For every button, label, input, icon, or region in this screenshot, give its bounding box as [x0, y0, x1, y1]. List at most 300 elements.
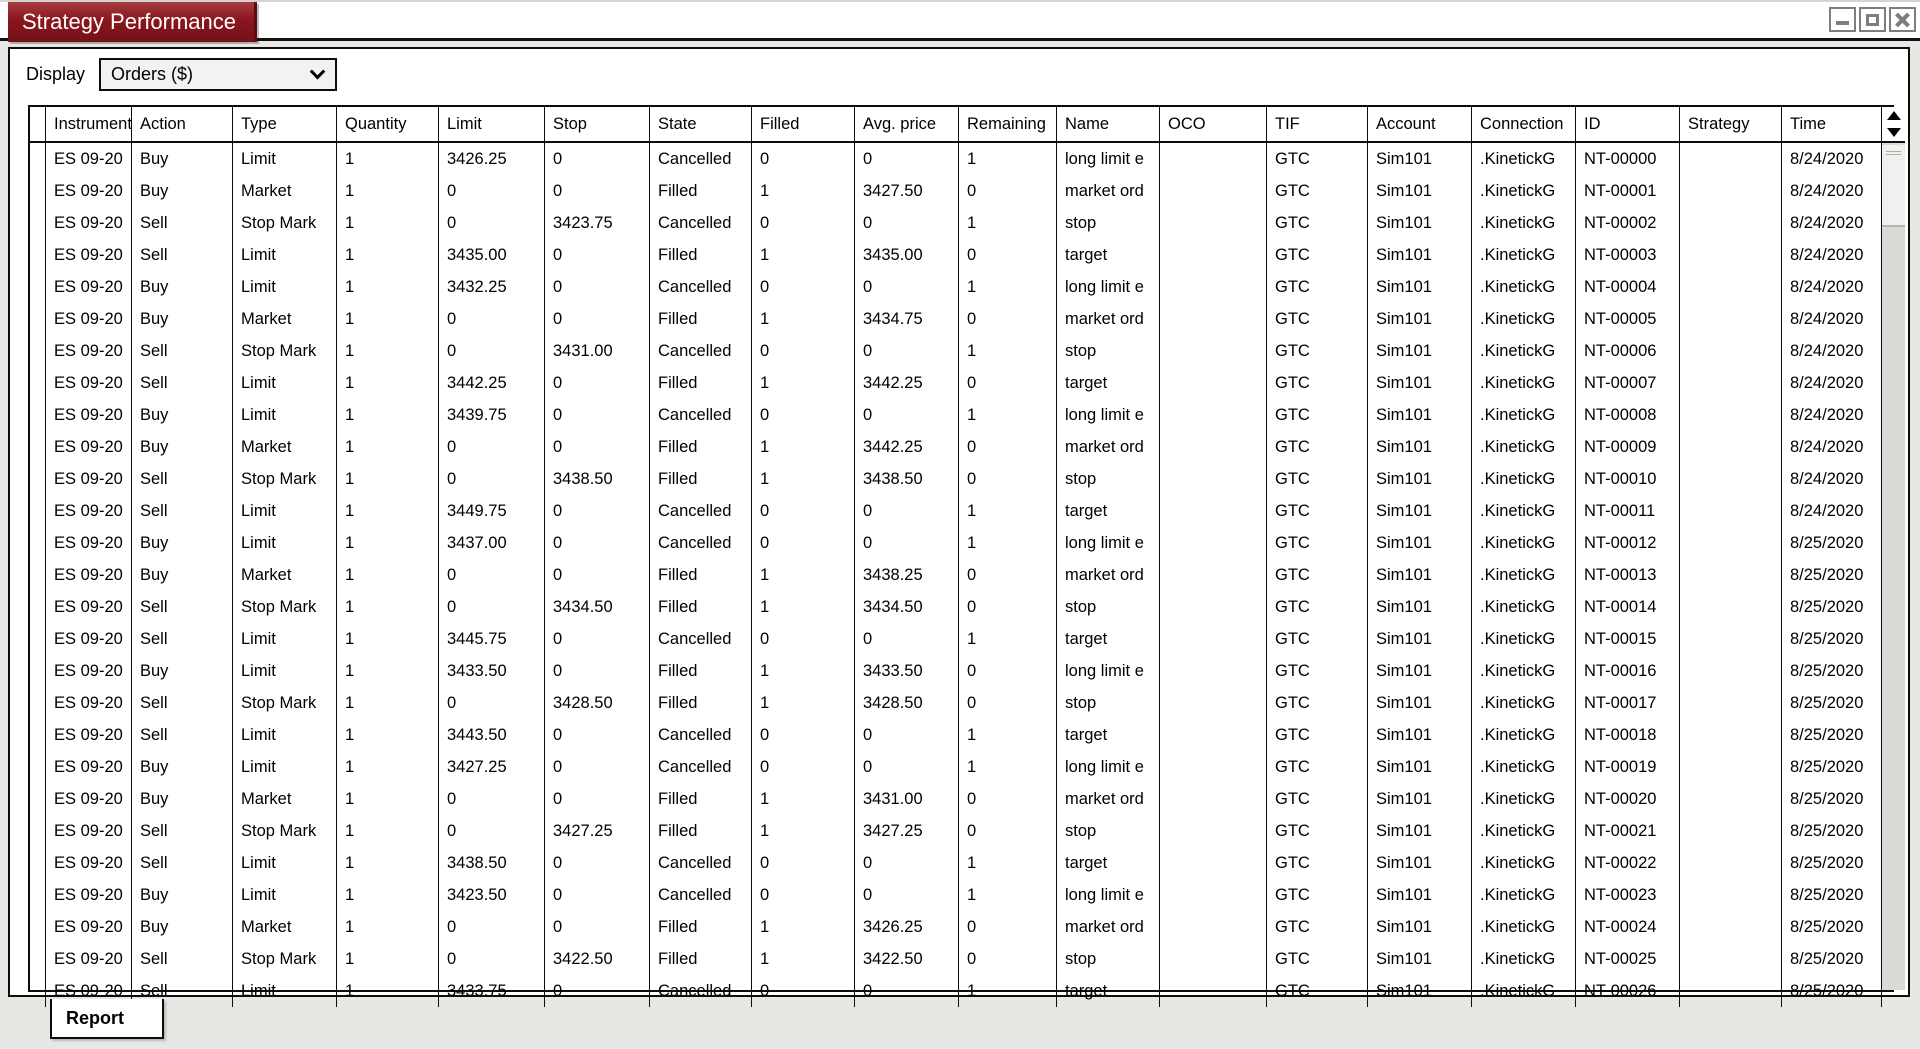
cell-connection: .KinetickG	[1472, 847, 1576, 879]
cell-state: Cancelled	[650, 879, 752, 911]
row-selector	[30, 367, 46, 399]
cell-stop: 0	[545, 495, 650, 527]
cell-state: Cancelled	[650, 975, 752, 1007]
cell-account: Sim101	[1368, 335, 1472, 367]
cell-tif: GTC	[1267, 175, 1368, 207]
cell-type: Stop Mark	[233, 943, 337, 975]
cell-limit: 0	[439, 815, 545, 847]
cell-connection: .KinetickG	[1472, 783, 1576, 815]
cell-stop: 3431.00	[545, 335, 650, 367]
cell-connection: .KinetickG	[1472, 591, 1576, 623]
cell-avg_price: 3434.50	[855, 591, 959, 623]
cell-name: market ord	[1057, 303, 1160, 335]
table-row[interactable]	[30, 335, 1882, 367]
cell-instrument: ES 09-20	[46, 143, 132, 175]
cell-filled: 1	[752, 655, 855, 687]
cell-remaining: 1	[959, 399, 1057, 431]
table-row[interactable]	[30, 367, 1882, 399]
column-header-instrument[interactable]: Instrument	[46, 107, 132, 141]
cell-strategy	[1680, 335, 1782, 367]
cell-type: Limit	[233, 495, 337, 527]
cell-id: NT-00014	[1576, 591, 1680, 623]
cell-oco	[1160, 911, 1267, 943]
table-row[interactable]	[30, 911, 1882, 943]
column-header-type[interactable]: Type	[233, 107, 337, 141]
cell-remaining: 0	[959, 463, 1057, 495]
cell-oco	[1160, 719, 1267, 751]
cell-strategy	[1680, 367, 1782, 399]
maximize-button[interactable]	[1859, 7, 1886, 32]
cell-oco	[1160, 527, 1267, 559]
cell-oco	[1160, 943, 1267, 975]
minimize-icon	[1836, 21, 1849, 25]
cell-limit: 0	[439, 303, 545, 335]
thumb-grip	[1886, 151, 1901, 152]
cell-tif: GTC	[1267, 463, 1368, 495]
cell-account: Sim101	[1368, 623, 1472, 655]
cell-filled: 0	[752, 879, 855, 911]
tab-report[interactable]	[50, 999, 164, 1039]
minimize-button[interactable]	[1829, 7, 1856, 32]
cell-remaining: 1	[959, 207, 1057, 239]
cell-oco	[1160, 975, 1267, 1007]
table-row[interactable]	[30, 751, 1882, 783]
cell-avg_price: 3427.50	[855, 175, 959, 207]
cell-limit: 3433.75	[439, 975, 545, 1007]
column-header-time[interactable]: Time	[1782, 107, 1882, 141]
cell-tif: GTC	[1267, 527, 1368, 559]
cell-state: Cancelled	[650, 847, 752, 879]
column-header-filled[interactable]: Filled	[752, 107, 855, 141]
cell-action: Sell	[132, 591, 233, 623]
cell-time: 8/25/2020	[1782, 911, 1882, 943]
cell-id: NT-00025	[1576, 943, 1680, 975]
cell-oco	[1160, 495, 1267, 527]
table-row[interactable]	[30, 847, 1882, 879]
cell-remaining: 0	[959, 431, 1057, 463]
cell-instrument: ES 09-20	[46, 847, 132, 879]
cell-time: 8/24/2020	[1782, 495, 1882, 527]
cell-stop: 0	[545, 559, 650, 591]
cell-account: Sim101	[1368, 463, 1472, 495]
column-header-limit[interactable]: Limit	[439, 107, 545, 141]
table-row[interactable]	[30, 719, 1882, 751]
cell-type: Market	[233, 175, 337, 207]
cell-instrument: ES 09-20	[46, 591, 132, 623]
cell-connection: .KinetickG	[1472, 815, 1576, 847]
cell-name: market ord	[1057, 431, 1160, 463]
table-row[interactable]	[30, 175, 1882, 207]
row-selector	[30, 495, 46, 527]
column-header-stop[interactable]: Stop	[545, 107, 650, 141]
cell-name: long limit e	[1057, 751, 1160, 783]
column-header-oco[interactable]: OCO	[1160, 107, 1267, 141]
cell-strategy	[1680, 591, 1782, 623]
cell-instrument: ES 09-20	[46, 303, 132, 335]
column-header-id[interactable]: ID	[1576, 107, 1680, 141]
cell-quantity: 1	[337, 207, 439, 239]
table-row[interactable]	[30, 559, 1882, 591]
cell-account: Sim101	[1368, 399, 1472, 431]
cell-filled: 1	[752, 815, 855, 847]
cell-action: Buy	[132, 527, 233, 559]
cell-stop: 0	[545, 303, 650, 335]
cell-limit: 0	[439, 463, 545, 495]
cell-strategy	[1680, 815, 1782, 847]
table-row[interactable]	[30, 271, 1882, 303]
cell-connection: .KinetickG	[1472, 335, 1576, 367]
cell-time: 8/25/2020	[1782, 847, 1882, 879]
arrow-up-icon	[1887, 111, 1901, 120]
cell-limit: 3423.50	[439, 879, 545, 911]
cell-oco	[1160, 591, 1267, 623]
cell-avg_price: 3427.25	[855, 815, 959, 847]
cell-type: Limit	[233, 879, 337, 911]
row-selector	[30, 143, 46, 175]
cell-avg_price: 0	[855, 975, 959, 1007]
cell-state: Filled	[650, 815, 752, 847]
cell-remaining: 0	[959, 175, 1057, 207]
cell-filled: 0	[752, 143, 855, 175]
column-header-quantity[interactable]: Quantity	[337, 107, 439, 141]
cell-stop: 3428.50	[545, 687, 650, 719]
cell-type: Market	[233, 303, 337, 335]
cell-action: Sell	[132, 623, 233, 655]
cell-filled: 0	[752, 975, 855, 1007]
table-row[interactable]	[30, 143, 1882, 175]
chevron-down-icon	[310, 63, 326, 79]
cell-state: Cancelled	[650, 623, 752, 655]
cell-tif: GTC	[1267, 495, 1368, 527]
arrow-down-icon	[1887, 128, 1901, 137]
cell-strategy	[1680, 431, 1782, 463]
cell-name: target	[1057, 719, 1160, 751]
table-row[interactable]	[30, 207, 1882, 239]
row-selector	[30, 591, 46, 623]
cell-account: Sim101	[1368, 655, 1472, 687]
cell-strategy	[1680, 239, 1782, 271]
cell-instrument: ES 09-20	[46, 495, 132, 527]
row-selector	[30, 655, 46, 687]
cell-tif: GTC	[1267, 239, 1368, 271]
cell-id: NT-00022	[1576, 847, 1680, 879]
cell-account: Sim101	[1368, 559, 1472, 591]
table-row[interactable]	[30, 975, 1882, 1007]
cell-time: 8/24/2020	[1782, 335, 1882, 367]
cell-avg_price: 0	[855, 207, 959, 239]
cell-state: Cancelled	[650, 495, 752, 527]
cell-connection: .KinetickG	[1472, 495, 1576, 527]
cell-filled: 0	[752, 847, 855, 879]
cell-limit: 0	[439, 335, 545, 367]
cell-filled: 0	[752, 495, 855, 527]
cell-tif: GTC	[1267, 687, 1368, 719]
cell-oco	[1160, 751, 1267, 783]
table-row[interactable]	[30, 687, 1882, 719]
column-header-state[interactable]: State	[650, 107, 752, 141]
table-row[interactable]	[30, 239, 1882, 271]
table-row[interactable]	[30, 495, 1882, 527]
cell-strategy	[1680, 527, 1782, 559]
cell-instrument: ES 09-20	[46, 367, 132, 399]
cell-stop: 3422.50	[545, 943, 650, 975]
cell-stop: 3427.25	[545, 815, 650, 847]
cell-tif: GTC	[1267, 399, 1368, 431]
row-selector	[30, 239, 46, 271]
cell-instrument: ES 09-20	[46, 527, 132, 559]
cell-strategy	[1680, 911, 1782, 943]
cell-stop: 3438.50	[545, 463, 650, 495]
cell-connection: .KinetickG	[1472, 303, 1576, 335]
cell-tif: GTC	[1267, 879, 1368, 911]
row-selector	[30, 911, 46, 943]
cell-name: market ord	[1057, 911, 1160, 943]
cell-filled: 0	[752, 271, 855, 303]
cell-remaining: 0	[959, 911, 1057, 943]
cell-connection: .KinetickG	[1472, 367, 1576, 399]
cell-instrument: ES 09-20	[46, 751, 132, 783]
cell-limit: 3435.00	[439, 239, 545, 271]
cell-time: 8/24/2020	[1782, 239, 1882, 271]
cell-remaining: 1	[959, 975, 1057, 1007]
column-header-action[interactable]: Action	[132, 107, 233, 141]
cell-type: Limit	[233, 655, 337, 687]
cell-account: Sim101	[1368, 783, 1472, 815]
cell-type: Stop Mark	[233, 591, 337, 623]
cell-limit: 0	[439, 911, 545, 943]
cell-name: market ord	[1057, 175, 1160, 207]
cell-connection: .KinetickG	[1472, 463, 1576, 495]
cell-action: Sell	[132, 975, 233, 1007]
cell-action: Sell	[132, 335, 233, 367]
cell-action: Sell	[132, 207, 233, 239]
cell-remaining: 0	[959, 943, 1057, 975]
table-row[interactable]	[30, 879, 1882, 911]
cell-stop: 0	[545, 783, 650, 815]
cell-stop: 0	[545, 847, 650, 879]
cell-id: NT-00004	[1576, 271, 1680, 303]
cell-oco	[1160, 559, 1267, 591]
table-row[interactable]	[30, 655, 1882, 687]
cell-strategy	[1680, 495, 1782, 527]
cell-oco	[1160, 879, 1267, 911]
cell-tif: GTC	[1267, 591, 1368, 623]
cell-tif: GTC	[1267, 207, 1368, 239]
cell-state: Cancelled	[650, 335, 752, 367]
cell-time: 8/24/2020	[1782, 463, 1882, 495]
scroll-down-button[interactable]	[1882, 124, 1905, 141]
table-body	[30, 143, 1882, 1007]
cell-limit: 3449.75	[439, 495, 545, 527]
cell-stop: 0	[545, 751, 650, 783]
cell-type: Limit	[233, 143, 337, 175]
cell-instrument: ES 09-20	[46, 559, 132, 591]
cell-quantity: 1	[337, 751, 439, 783]
cell-filled: 0	[752, 207, 855, 239]
cell-tif: GTC	[1267, 783, 1368, 815]
cell-remaining: 0	[959, 815, 1057, 847]
cell-name: long limit e	[1057, 655, 1160, 687]
cell-id: NT-00009	[1576, 431, 1680, 463]
cell-tif: GTC	[1267, 559, 1368, 591]
cell-connection: .KinetickG	[1472, 655, 1576, 687]
row-selector	[30, 879, 46, 911]
table-row[interactable]	[30, 783, 1882, 815]
display-dropdown[interactable]	[99, 58, 337, 91]
cell-account: Sim101	[1368, 943, 1472, 975]
cell-time: 8/25/2020	[1782, 879, 1882, 911]
cell-account: Sim101	[1368, 239, 1472, 271]
column-header-account[interactable]: Account	[1368, 107, 1472, 141]
cell-type: Limit	[233, 975, 337, 1007]
cell-filled: 1	[752, 239, 855, 271]
cell-account: Sim101	[1368, 495, 1472, 527]
cell-instrument: ES 09-20	[46, 687, 132, 719]
table-row[interactable]	[30, 431, 1882, 463]
cell-stop: 0	[545, 399, 650, 431]
cell-remaining: 1	[959, 719, 1057, 751]
scroll-up-button[interactable]	[1882, 107, 1905, 124]
cell-id: NT-00011	[1576, 495, 1680, 527]
cell-id: NT-00016	[1576, 655, 1680, 687]
cell-stop: 0	[545, 367, 650, 399]
column-header-remaining[interactable]: Remaining	[959, 107, 1057, 141]
cell-account: Sim101	[1368, 879, 1472, 911]
cell-limit: 0	[439, 559, 545, 591]
cell-tif: GTC	[1267, 367, 1368, 399]
column-header-connection[interactable]: Connection	[1472, 107, 1576, 141]
scrollbar-thumb[interactable]	[1882, 145, 1905, 227]
cell-filled: 0	[752, 527, 855, 559]
cell-filled: 1	[752, 911, 855, 943]
cell-id: NT-00026	[1576, 975, 1680, 1007]
column-header-tif[interactable]: TIF	[1267, 107, 1368, 141]
cell-action: Buy	[132, 911, 233, 943]
cell-type: Limit	[233, 751, 337, 783]
cell-strategy	[1680, 751, 1782, 783]
cell-strategy	[1680, 783, 1782, 815]
window-title-tab[interactable]	[8, 2, 257, 42]
row-selector	[30, 975, 46, 1007]
cell-stop: 0	[545, 175, 650, 207]
row-selector	[30, 399, 46, 431]
cell-account: Sim101	[1368, 751, 1472, 783]
cell-connection: .KinetickG	[1472, 719, 1576, 751]
cell-quantity: 1	[337, 911, 439, 943]
cell-filled: 1	[752, 591, 855, 623]
cell-time: 8/25/2020	[1782, 943, 1882, 975]
cell-instrument: ES 09-20	[46, 431, 132, 463]
close-button[interactable]	[1889, 7, 1916, 32]
cell-stop: 0	[545, 527, 650, 559]
cell-type: Stop Mark	[233, 687, 337, 719]
cell-action: Buy	[132, 399, 233, 431]
cell-strategy	[1680, 399, 1782, 431]
cell-time: 8/24/2020	[1782, 143, 1882, 175]
table-row[interactable]	[30, 399, 1882, 431]
cell-time: 8/25/2020	[1782, 687, 1882, 719]
cell-type: Limit	[233, 367, 337, 399]
display-label: Display	[26, 63, 86, 84]
cell-type: Limit	[233, 271, 337, 303]
cell-limit: 0	[439, 431, 545, 463]
cell-type: Stop Mark	[233, 207, 337, 239]
row-selector	[30, 271, 46, 303]
table-row[interactable]	[30, 303, 1882, 335]
cell-name: target	[1057, 495, 1160, 527]
cell-quantity: 1	[337, 399, 439, 431]
cell-quantity: 1	[337, 559, 439, 591]
table-row[interactable]	[30, 527, 1882, 559]
cell-connection: .KinetickG	[1472, 911, 1576, 943]
cell-account: Sim101	[1368, 591, 1472, 623]
column-header-avg_price[interactable]: Avg. price	[855, 107, 959, 141]
table-row[interactable]	[30, 623, 1882, 655]
cell-avg_price: 3442.25	[855, 431, 959, 463]
cell-account: Sim101	[1368, 207, 1472, 239]
scrollbar-track[interactable]	[1882, 227, 1905, 990]
cell-state: Filled	[650, 559, 752, 591]
cell-time: 8/25/2020	[1782, 559, 1882, 591]
cell-filled: 0	[752, 719, 855, 751]
row-selector	[30, 847, 46, 879]
cell-type: Limit	[233, 847, 337, 879]
table-row[interactable]	[30, 943, 1882, 975]
column-header-strategy[interactable]: Strategy	[1680, 107, 1782, 141]
cell-name: stop	[1057, 207, 1160, 239]
cell-tif: GTC	[1267, 303, 1368, 335]
cell-action: Buy	[132, 751, 233, 783]
cell-filled: 1	[752, 943, 855, 975]
cell-remaining: 0	[959, 655, 1057, 687]
cell-instrument: ES 09-20	[46, 207, 132, 239]
cell-type: Limit	[233, 239, 337, 271]
table-row[interactable]	[30, 463, 1882, 495]
table-row[interactable]	[30, 815, 1882, 847]
cell-filled: 1	[752, 367, 855, 399]
cell-state: Filled	[650, 943, 752, 975]
cell-name: stop	[1057, 463, 1160, 495]
cell-instrument: ES 09-20	[46, 975, 132, 1007]
orders-grid	[30, 107, 1882, 1000]
cell-action: Buy	[132, 303, 233, 335]
cell-stop: 3423.75	[545, 207, 650, 239]
cell-id: NT-00013	[1576, 559, 1680, 591]
cell-tif: GTC	[1267, 751, 1368, 783]
cell-account: Sim101	[1368, 271, 1472, 303]
cell-account: Sim101	[1368, 975, 1472, 1007]
cell-oco	[1160, 175, 1267, 207]
cell-state: Filled	[650, 655, 752, 687]
cell-state: Filled	[650, 463, 752, 495]
cell-action: Buy	[132, 143, 233, 175]
column-header-name[interactable]: Name	[1057, 107, 1160, 141]
cell-account: Sim101	[1368, 911, 1472, 943]
table-row[interactable]	[30, 591, 1882, 623]
cell-oco	[1160, 431, 1267, 463]
cell-quantity: 1	[337, 175, 439, 207]
cell-oco	[1160, 271, 1267, 303]
cell-tif: GTC	[1267, 911, 1368, 943]
cell-limit: 3442.25	[439, 367, 545, 399]
cell-action: Sell	[132, 847, 233, 879]
cell-filled: 0	[752, 623, 855, 655]
cell-name: long limit e	[1057, 143, 1160, 175]
cell-time: 8/25/2020	[1782, 719, 1882, 751]
cell-quantity: 1	[337, 655, 439, 687]
cell-strategy	[1680, 879, 1782, 911]
cell-oco	[1160, 847, 1267, 879]
